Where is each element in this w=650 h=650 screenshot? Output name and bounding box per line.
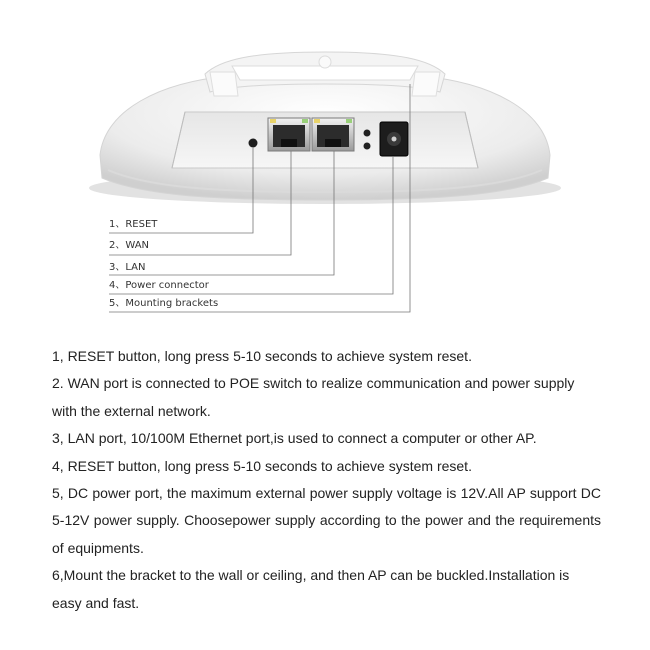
description-item: 5, DC power port, the maximum external power supply voltage is 12V.All AP support DC 5-12V power supply. Choosepower supply according to the power and the requirements of equipments. <box>52 485 601 556</box>
lan-port <box>312 118 354 151</box>
power-connector <box>380 122 408 156</box>
reset-hole <box>249 139 258 148</box>
callout-lan: 3、LAN <box>109 262 146 273</box>
description-item: 4, RESET button, long press 5-10 seconds to achieve system reset. <box>52 457 472 474</box>
indicator-dot <box>364 143 371 150</box>
callout-mounting-brackets: 5、Mounting brackets <box>109 298 219 309</box>
description-item: 3, LAN port, 10/100M Ethernet port,is used to connect a computer or other AP. <box>52 430 537 447</box>
wan-port <box>268 118 310 151</box>
callout-reset: 1、RESET <box>109 219 158 230</box>
description-item: 2. WAN port is connected to POE switch to realize communication and power supply with the external network. <box>52 375 575 419</box>
description-item: 1, RESET button, long press 5-10 seconds to achieve system reset. <box>52 348 472 364</box>
description-text <box>52 343 601 617</box>
description-item: 6,Mount the bracket to the wall or ceiling, and then AP can be buckled.Installation is easy and fast. <box>52 567 570 611</box>
callout-power-connector: 4、Power connector <box>109 280 209 291</box>
indicator-dot <box>364 130 371 137</box>
callout-wan: 2、WAN <box>109 240 150 251</box>
